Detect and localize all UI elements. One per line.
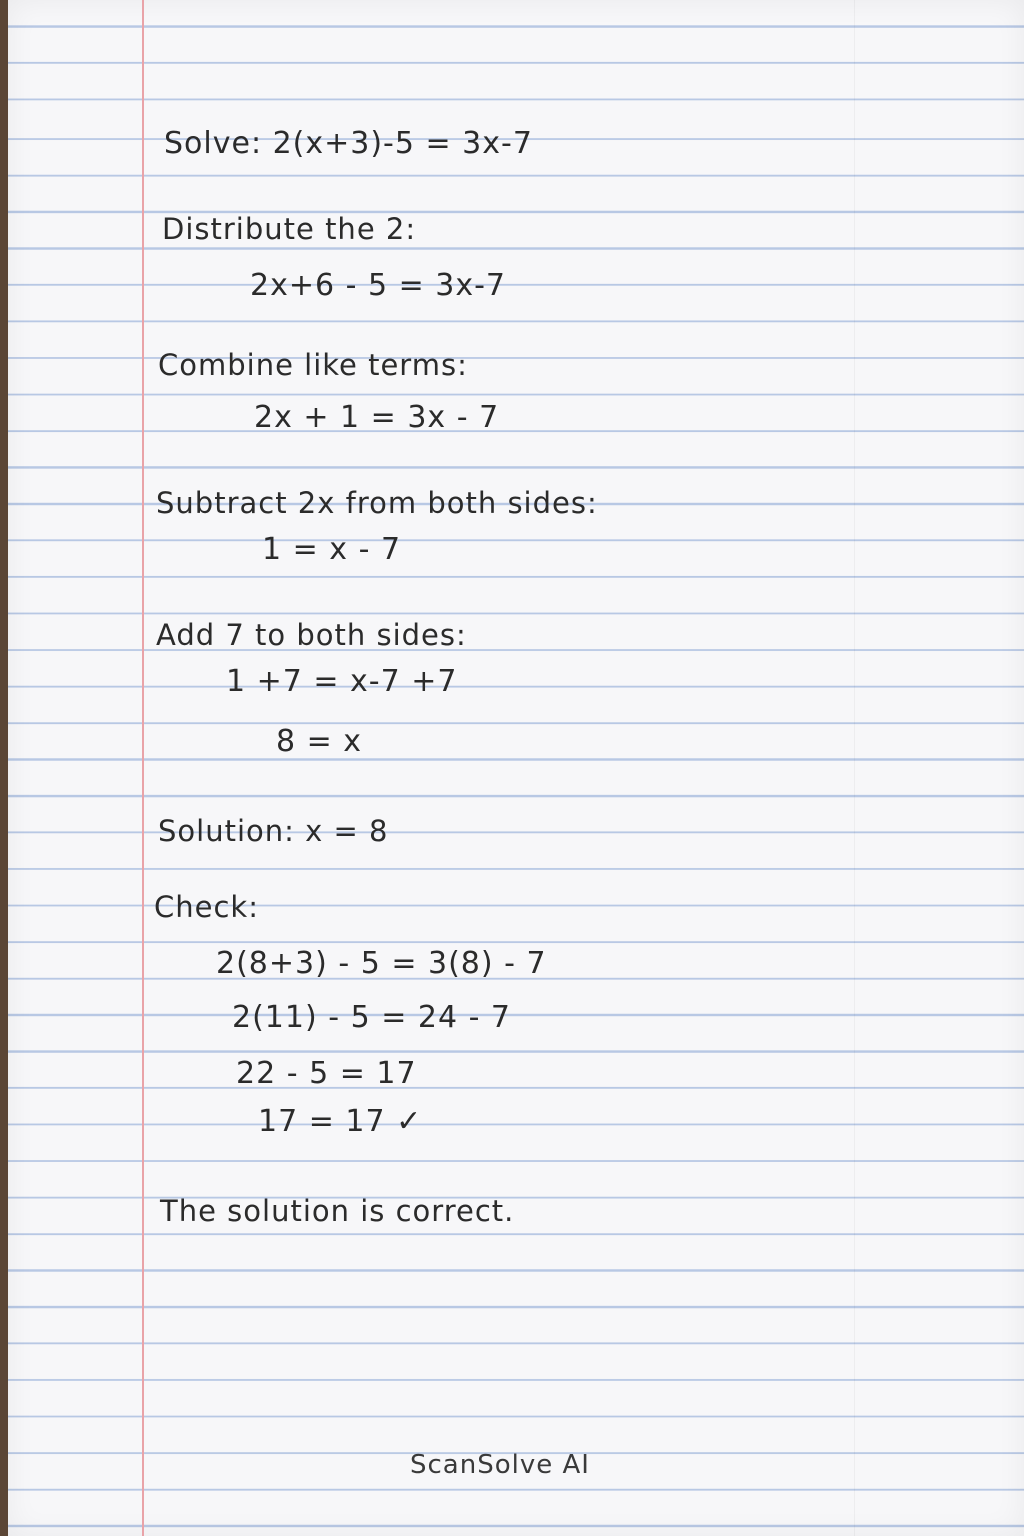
subtract-label: Subtract 2x from both sides: (156, 486, 598, 520)
distribute-step: 2x+6 - 5 = 3x-7 (250, 268, 507, 303)
problem-statement: Solve: 2(x+3)-5 = 3x-7 (164, 126, 533, 161)
subtract-step: 1 = x - 7 (262, 532, 402, 567)
combine-label: Combine like terms: (158, 348, 468, 382)
combine-step: 2x + 1 = 3x - 7 (254, 400, 500, 435)
check-step-3: 22 - 5 = 17 (236, 1056, 417, 1091)
app-watermark: ScanSolve AI (410, 1450, 590, 1480)
add-label: Add 7 to both sides: (156, 618, 467, 652)
check-step-1: 2(8+3) - 5 = 3(8) - 7 (216, 946, 547, 981)
check-step-4: 17 = 17 ✓ (258, 1104, 423, 1139)
conclusion: The solution is correct. (160, 1194, 515, 1228)
solution-statement: Solution: x = 8 (158, 814, 389, 848)
add-step-1: 1 +7 = x-7 +7 (226, 664, 458, 699)
margin-line (142, 0, 144, 1536)
check-step-2: 2(11) - 5 = 24 - 7 (232, 1000, 512, 1035)
check-label: Check: (154, 890, 259, 924)
distribute-label: Distribute the 2: (162, 212, 417, 246)
add-step-2: 8 = x (276, 724, 363, 759)
notebook-paper (8, 0, 1024, 1536)
fold-line (854, 0, 855, 1536)
